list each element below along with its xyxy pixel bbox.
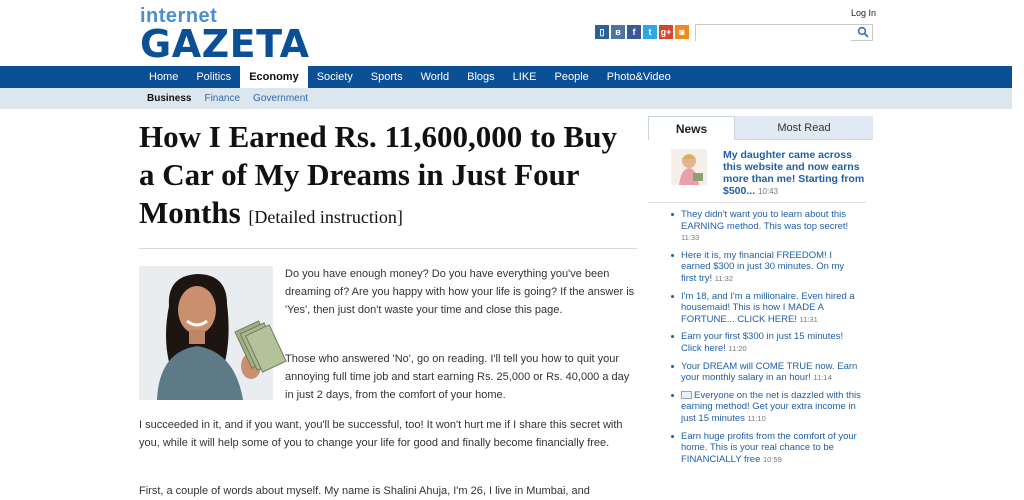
article-paragraph-4: First, a couple of words about myself. My name is Shalini Ahuja, I'm 26, I live in Mumbai, and — [139, 485, 590, 497]
article-title-suffix: [Detailed instruction] — [248, 207, 403, 227]
featured-headline[interactable]: My daughter came across this website and now earns more than me! Starting from $500... — [723, 149, 865, 197]
nav-society[interactable]: Society — [316, 71, 353, 83]
nav-economy[interactable]: Economy — [240, 66, 308, 88]
sub-nav — [0, 88, 1012, 109]
news-headline[interactable]: Earn your first $300 in just 15 minutes! Click here! — [681, 331, 844, 354]
news-time: 11:20 — [728, 343, 747, 353]
search-icon[interactable] — [857, 26, 869, 38]
news-item[interactable] — [671, 431, 861, 466]
subnav-government[interactable]: Government — [253, 93, 309, 104]
login-link[interactable]: Log In — [851, 8, 877, 18]
subnav-finance[interactable]: Finance — [204, 93, 241, 104]
google-plus-icon[interactable]: g+ — [660, 27, 672, 37]
sidebar-divider — [648, 202, 866, 203]
tab-news[interactable]: News — [648, 116, 735, 140]
article-divider — [139, 248, 637, 249]
phone-icon[interactable]: ▯ — [595, 25, 609, 39]
social-links — [595, 25, 689, 39]
news-time: 10:59 — [763, 454, 782, 464]
news-list — [671, 209, 861, 471]
news-headline[interactable]: I'm 18, and I'm a millionaire. Even hired a housemaid! This is how I MADE A FORTUNE... CLICK HERE! — [681, 290, 855, 325]
rss-icon[interactable]: ◙ — [675, 25, 689, 39]
news-item[interactable] — [671, 209, 861, 244]
news-headline[interactable]: Here it is, my financial FREEDOM! I earned $300 in just 30 minutes. On my first try! — [681, 249, 845, 284]
nav-sports[interactable]: Sports — [370, 71, 403, 83]
nav-people[interactable]: People — [554, 71, 589, 83]
logo-line2: GAZETA — [140, 22, 310, 66]
site-logo[interactable] — [140, 5, 310, 66]
nav-home[interactable]: Home — [149, 71, 179, 83]
news-time: 11:14 — [813, 373, 832, 383]
article-photo — [139, 266, 273, 400]
search-input[interactable] — [696, 28, 851, 43]
article-paragraph-3: I succeeded in it, and if you want, you'll be successful, too! It won't hurt me if I share this secret with you, while it will help some of you to change your life for good and finally become financially free. — [139, 419, 623, 449]
logo-line1: internet — [140, 5, 218, 27]
news-time: 11:32 — [714, 273, 733, 283]
news-time: 11:31 — [799, 314, 818, 324]
news-item[interactable] — [671, 291, 861, 326]
vk-icon[interactable]: в — [611, 25, 625, 39]
article-paragraph-1: Do you have enough money? Do you have everything you've been dreaming of? Are you happy with how your life is going? If the answer is 'Yes', then just don't waste your time and close this page. — [285, 268, 635, 316]
news-headline[interactable]: They didn't want you to learn about this EARNING method. This was top secret! — [681, 209, 849, 232]
news-headline[interactable]: Everyone on the net is dazzled with this earning method! Get your extra income in just 15 minutes — [681, 389, 861, 424]
nav-blogs[interactable]: Blogs — [467, 71, 495, 83]
news-time: 11:10 — [747, 413, 766, 423]
featured-text[interactable] — [723, 149, 873, 198]
featured-time: 10:43 — [758, 187, 779, 196]
nav-world[interactable]: World — [420, 71, 450, 83]
news-headline[interactable]: Your DREAM will COME TRUE now. Earn your monthly salary in an hour! — [681, 360, 858, 384]
nav-photo-video[interactable]: Photo&Video — [606, 71, 671, 83]
twitter-icon[interactable]: t — [643, 25, 657, 39]
news-item[interactable] — [671, 390, 861, 425]
news-item[interactable] — [671, 361, 861, 384]
woman-with-money-image — [139, 266, 273, 400]
sidebar-tabs — [648, 116, 873, 140]
article-title-main: How I Earned Rs. 11,600,000 to Buy a Car of My Dreams in Just Four Months — [139, 119, 617, 230]
search-box — [695, 24, 873, 41]
main-nav — [0, 66, 1012, 88]
article-header — [139, 118, 637, 236]
featured-thumbnail[interactable] — [671, 149, 707, 185]
news-item[interactable] — [671, 250, 861, 285]
news-headline[interactable]: Earn huge profits from the comfort of your home. This is your real chance to be FINANCIALLY free — [681, 430, 857, 465]
tab-most-read[interactable]: Most Read — [735, 116, 873, 140]
article-paragraph-2: Those who answered 'No', go on reading. I'll tell you how to quit your annoying full time job and start earning Rs. 25,000 or Rs. 40,000 a day in just 2 days, from the comfort of your home. — [285, 353, 630, 401]
article-title — [139, 118, 637, 236]
nav-politics[interactable]: Politics — [196, 71, 232, 83]
news-item[interactable] — [671, 331, 861, 354]
mail-icon — [681, 391, 692, 399]
facebook-icon[interactable]: f — [627, 25, 641, 39]
subnav-business[interactable]: Business — [147, 93, 192, 104]
nav-like[interactable]: LIKE — [512, 71, 537, 83]
child-image — [671, 149, 707, 185]
news-time: 11:33 — [681, 233, 700, 243]
